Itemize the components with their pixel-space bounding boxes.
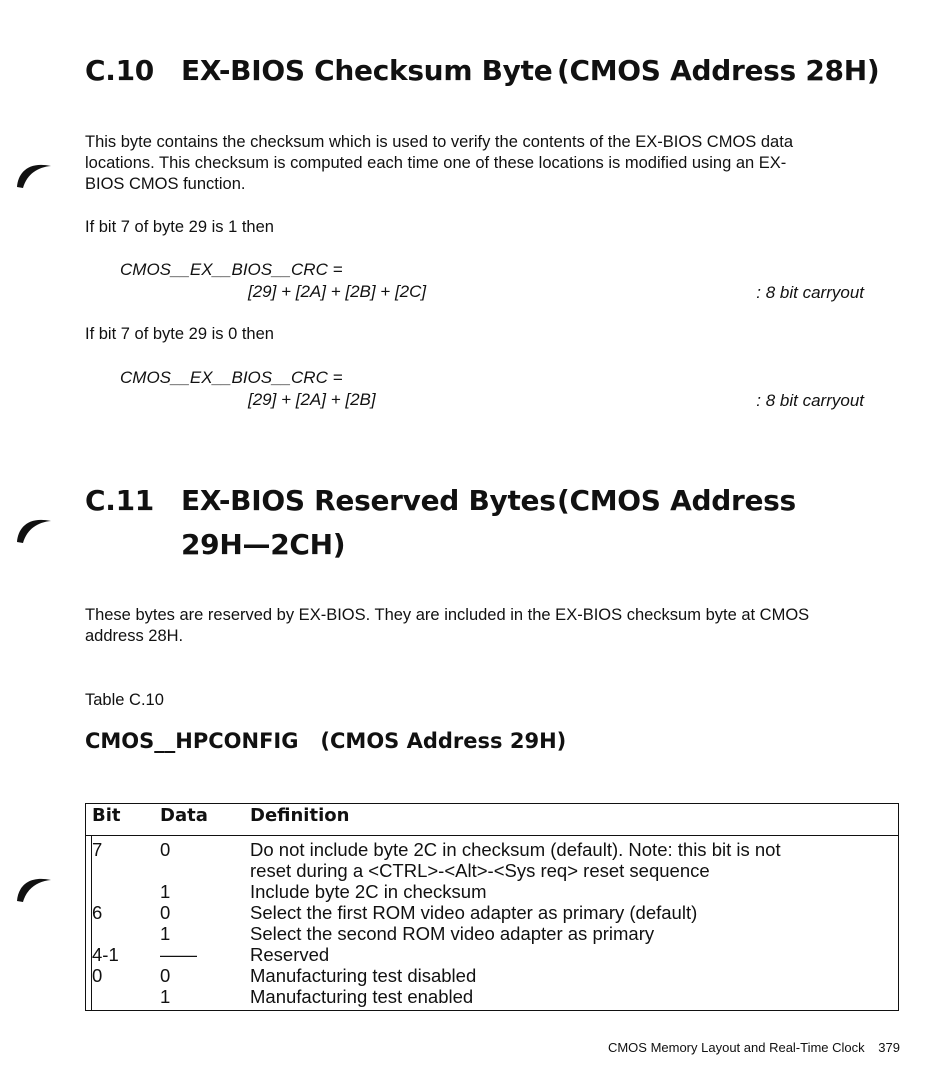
definition-cell: Do not include byte 2C in checksum (default). Note: this bit is not: [250, 839, 781, 860]
header-divider: [86, 835, 898, 836]
section-title: EX-BIOS Reserved Bytes: [181, 484, 556, 517]
column-header-bit: Bit: [92, 805, 121, 826]
definition-cell: Manufacturing test enabled: [250, 986, 474, 1007]
case1-comment: : 8 bit carryout: [756, 283, 864, 302]
case2-comment: : 8 bit carryout: [756, 391, 864, 410]
data-cell: 1: [160, 923, 171, 944]
data-cell: 0: [160, 839, 171, 860]
paragraph-line: locations. This checksum is computed each time one of these locations is modified using an EX-: [85, 154, 787, 172]
section-c11-heading: [85, 484, 905, 564]
paragraph-line: These bytes are reserved by EX-BIOS. They are included in the EX-BIOS checksum byte at CMOS: [85, 606, 810, 624]
margin-marker-icon: [14, 512, 54, 544]
definition-cell: Select the second ROM video adapter as primary: [250, 923, 655, 944]
case2-formula-name: CMOS__EX__BIOS__CRC =: [120, 368, 343, 387]
data-cell: 0: [160, 902, 171, 923]
table-heading: CMOS__HPCONFIG (CMOS Address 29H): [85, 729, 567, 753]
case1-formula-name: CMOS__EX__BIOS__CRC =: [120, 260, 343, 279]
section-number: C.10: [85, 54, 154, 87]
paragraph-line: BIOS CMOS function.: [85, 175, 246, 193]
margin-marker-icon: [14, 157, 54, 189]
case1-formula-expr: [29] + [2A] + [2B] + [2C]: [248, 282, 427, 301]
bit-cell: 0: [92, 965, 103, 986]
definition-cell: Include byte 2C in checksum: [250, 881, 487, 902]
bit-cell: 4-1: [92, 944, 119, 965]
section-address: (CMOS Address 28H): [557, 54, 880, 87]
data-cell: 1: [160, 881, 171, 902]
margin-marker-icon: [14, 871, 54, 903]
section-number: C.11: [85, 484, 154, 517]
section-c11-intro: [85, 605, 905, 647]
section-address: (CMOS Address: [557, 484, 796, 517]
definition-cell: Select the first ROM video adapter as primary (default): [250, 902, 698, 923]
data-cell: ——: [160, 944, 197, 965]
page-number: 379: [878, 1040, 900, 1055]
page-footer: [608, 1040, 900, 1055]
paragraph-line: This byte contains the checksum which is used to verify the contents of the EX-BIOS CMOS data: [85, 133, 793, 151]
data-cell: 1: [160, 986, 171, 1007]
definition-cell: Manufacturing test disabled: [250, 965, 477, 986]
definition-cell: reset during a <CTRL>-<Alt>-<Sys req> reset sequence: [250, 860, 710, 881]
column-header-data: Data: [160, 805, 208, 826]
section-address-continued: 29H—2CH): [181, 528, 346, 561]
definition-cell: Reserved: [250, 944, 330, 965]
section-c10-intro: [85, 132, 905, 195]
column-header-definition: Definition: [250, 805, 350, 826]
section-c10-heading: [85, 54, 885, 94]
case1-label: If bit 7 of byte 29 is 1 then: [85, 218, 274, 236]
case2-label: If bit 7 of byte 29 is 0 then: [85, 325, 274, 343]
case2-formula-expr: [29] + [2A] + [2B]: [248, 390, 376, 409]
paragraph-line: address 28H.: [85, 627, 184, 645]
hpconfig-table: [85, 803, 899, 1011]
running-title: CMOS Memory Layout and Real-Time Clock: [607, 1040, 865, 1055]
section-title: EX-BIOS Checksum Byte: [181, 54, 553, 87]
data-cell: 0: [160, 965, 171, 986]
bit-cell: 7: [92, 839, 103, 860]
table-caption: Table C.10: [85, 691, 164, 709]
bit-cell: 6: [92, 902, 103, 923]
